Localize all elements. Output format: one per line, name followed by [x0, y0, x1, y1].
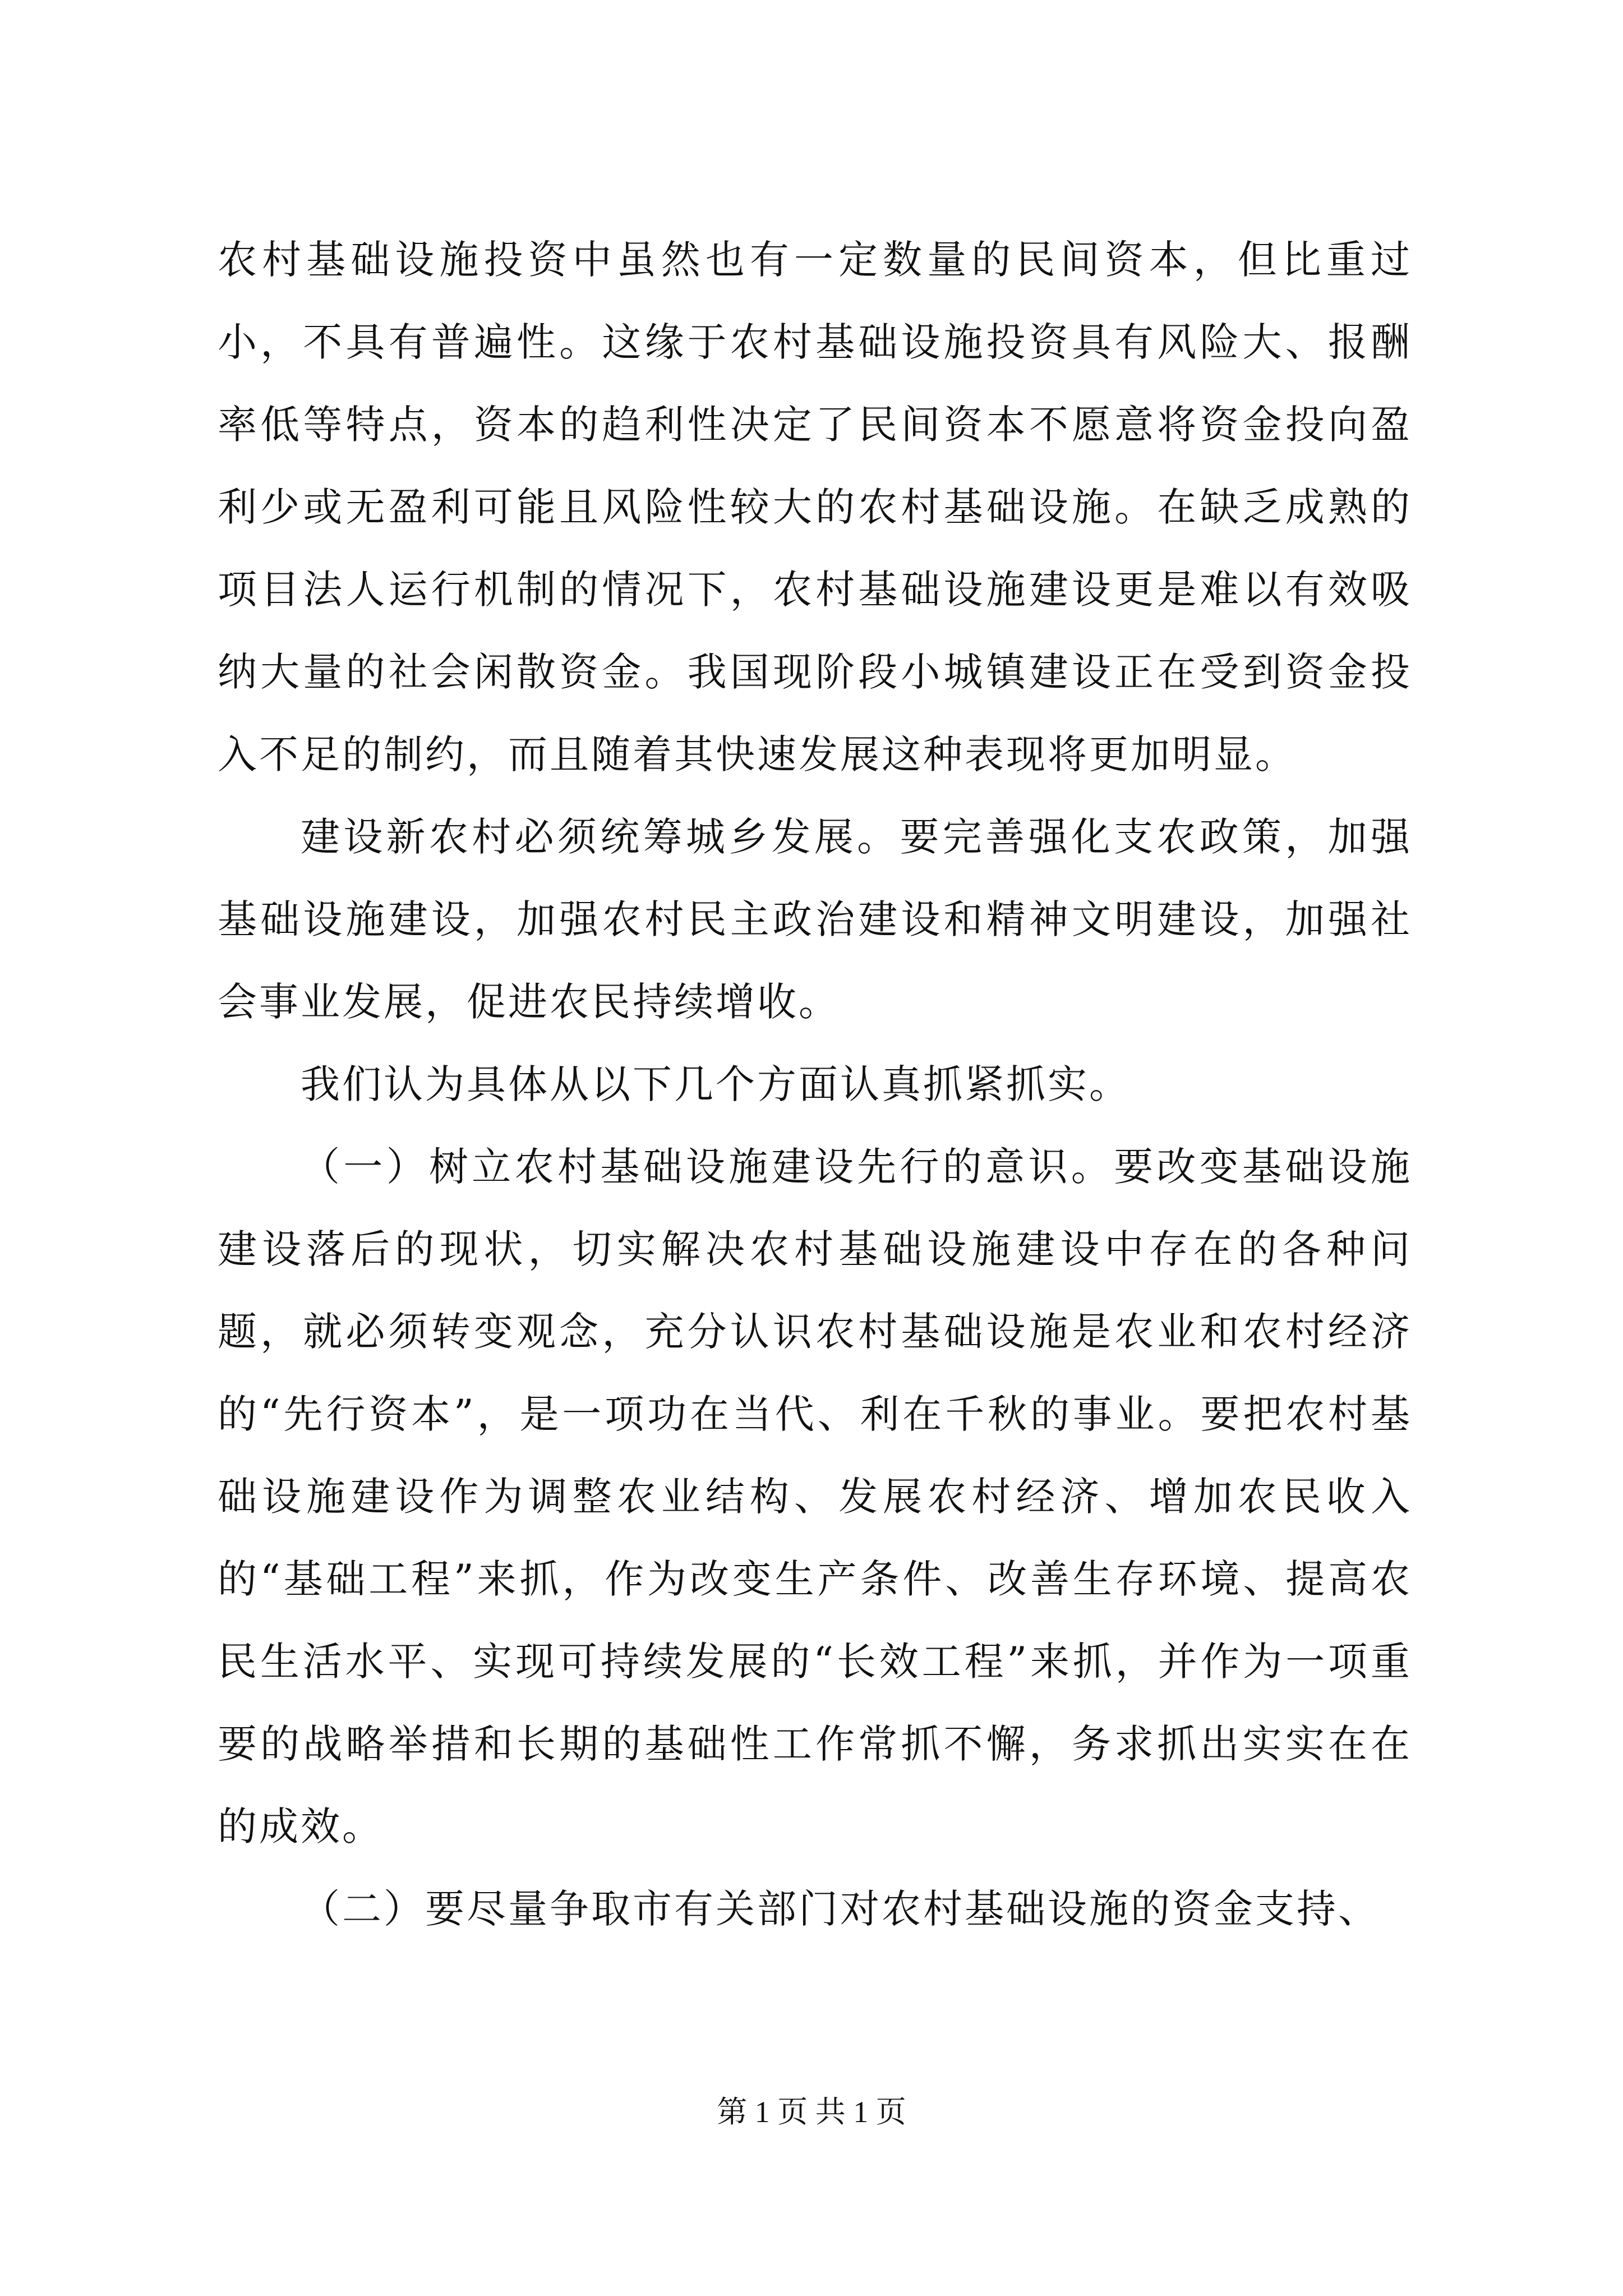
paragraph-item-1: （一）树立农村基础设施建设先行的意识。要改变基础设施建设落后的现状，切实解决农村基础设施建设中存在的各种问题，就必须转变观念，充分认识农村基础设施是农业和农村经济的“先行资本”，是一项功在当代、利在千秋的事业。要把农村基础设施建设作为调整农业结构、发展农村经济、增加农民收入的“基础工程”来抓，作为改变生产条件、改善生存环境、提高农民生活水平、实现可持续发展的“长效工程”来抓，并作为一项重要的战略举措和长期的基础性工作常抓不懈，务求抓出实实在在的成效。 [218, 1144, 1412, 1849]
paragraph-investment: 农村基础设施投资中虽然也有一定数量的民间资本，但比重过小，不具有普遍性。这缘于农村基础设施投资具有风险大、报酬率低等特点，资本的趋利性决定了民间资本不愿意将资金投向盈利少或无盈利可能且风险性较大的农村基础设施。在缺乏成熟的项目法人运行机制的情况下，农村基础设施建设更是难以有效吸纳大量的社会闲散资金。我国现阶段小城镇建设正在受到资金投入不足的制约，而且随着其快速发展这种表现将更加明显。 [218, 237, 1412, 777]
page-footer: 第 1 页 共 1 页 [717, 2095, 906, 2129]
document-body [218, 219, 1412, 1950]
paragraph-intro: 我们认为具体从以下几个方面认真抓紧抓实。 [301, 1061, 1131, 1107]
paragraph-new-countryside: 建设新农村必须统筹城乡发展。要完善强化支农政策，加强基础设施建设，加强农村民主政治建设和精神文明建设，加强社会事业发展，促进农民持续增收。 [218, 814, 1412, 1025]
paragraph-item-2: （二）要尽量争取市有关部门对农村基础设施的资金支持、 [301, 1886, 1380, 1932]
